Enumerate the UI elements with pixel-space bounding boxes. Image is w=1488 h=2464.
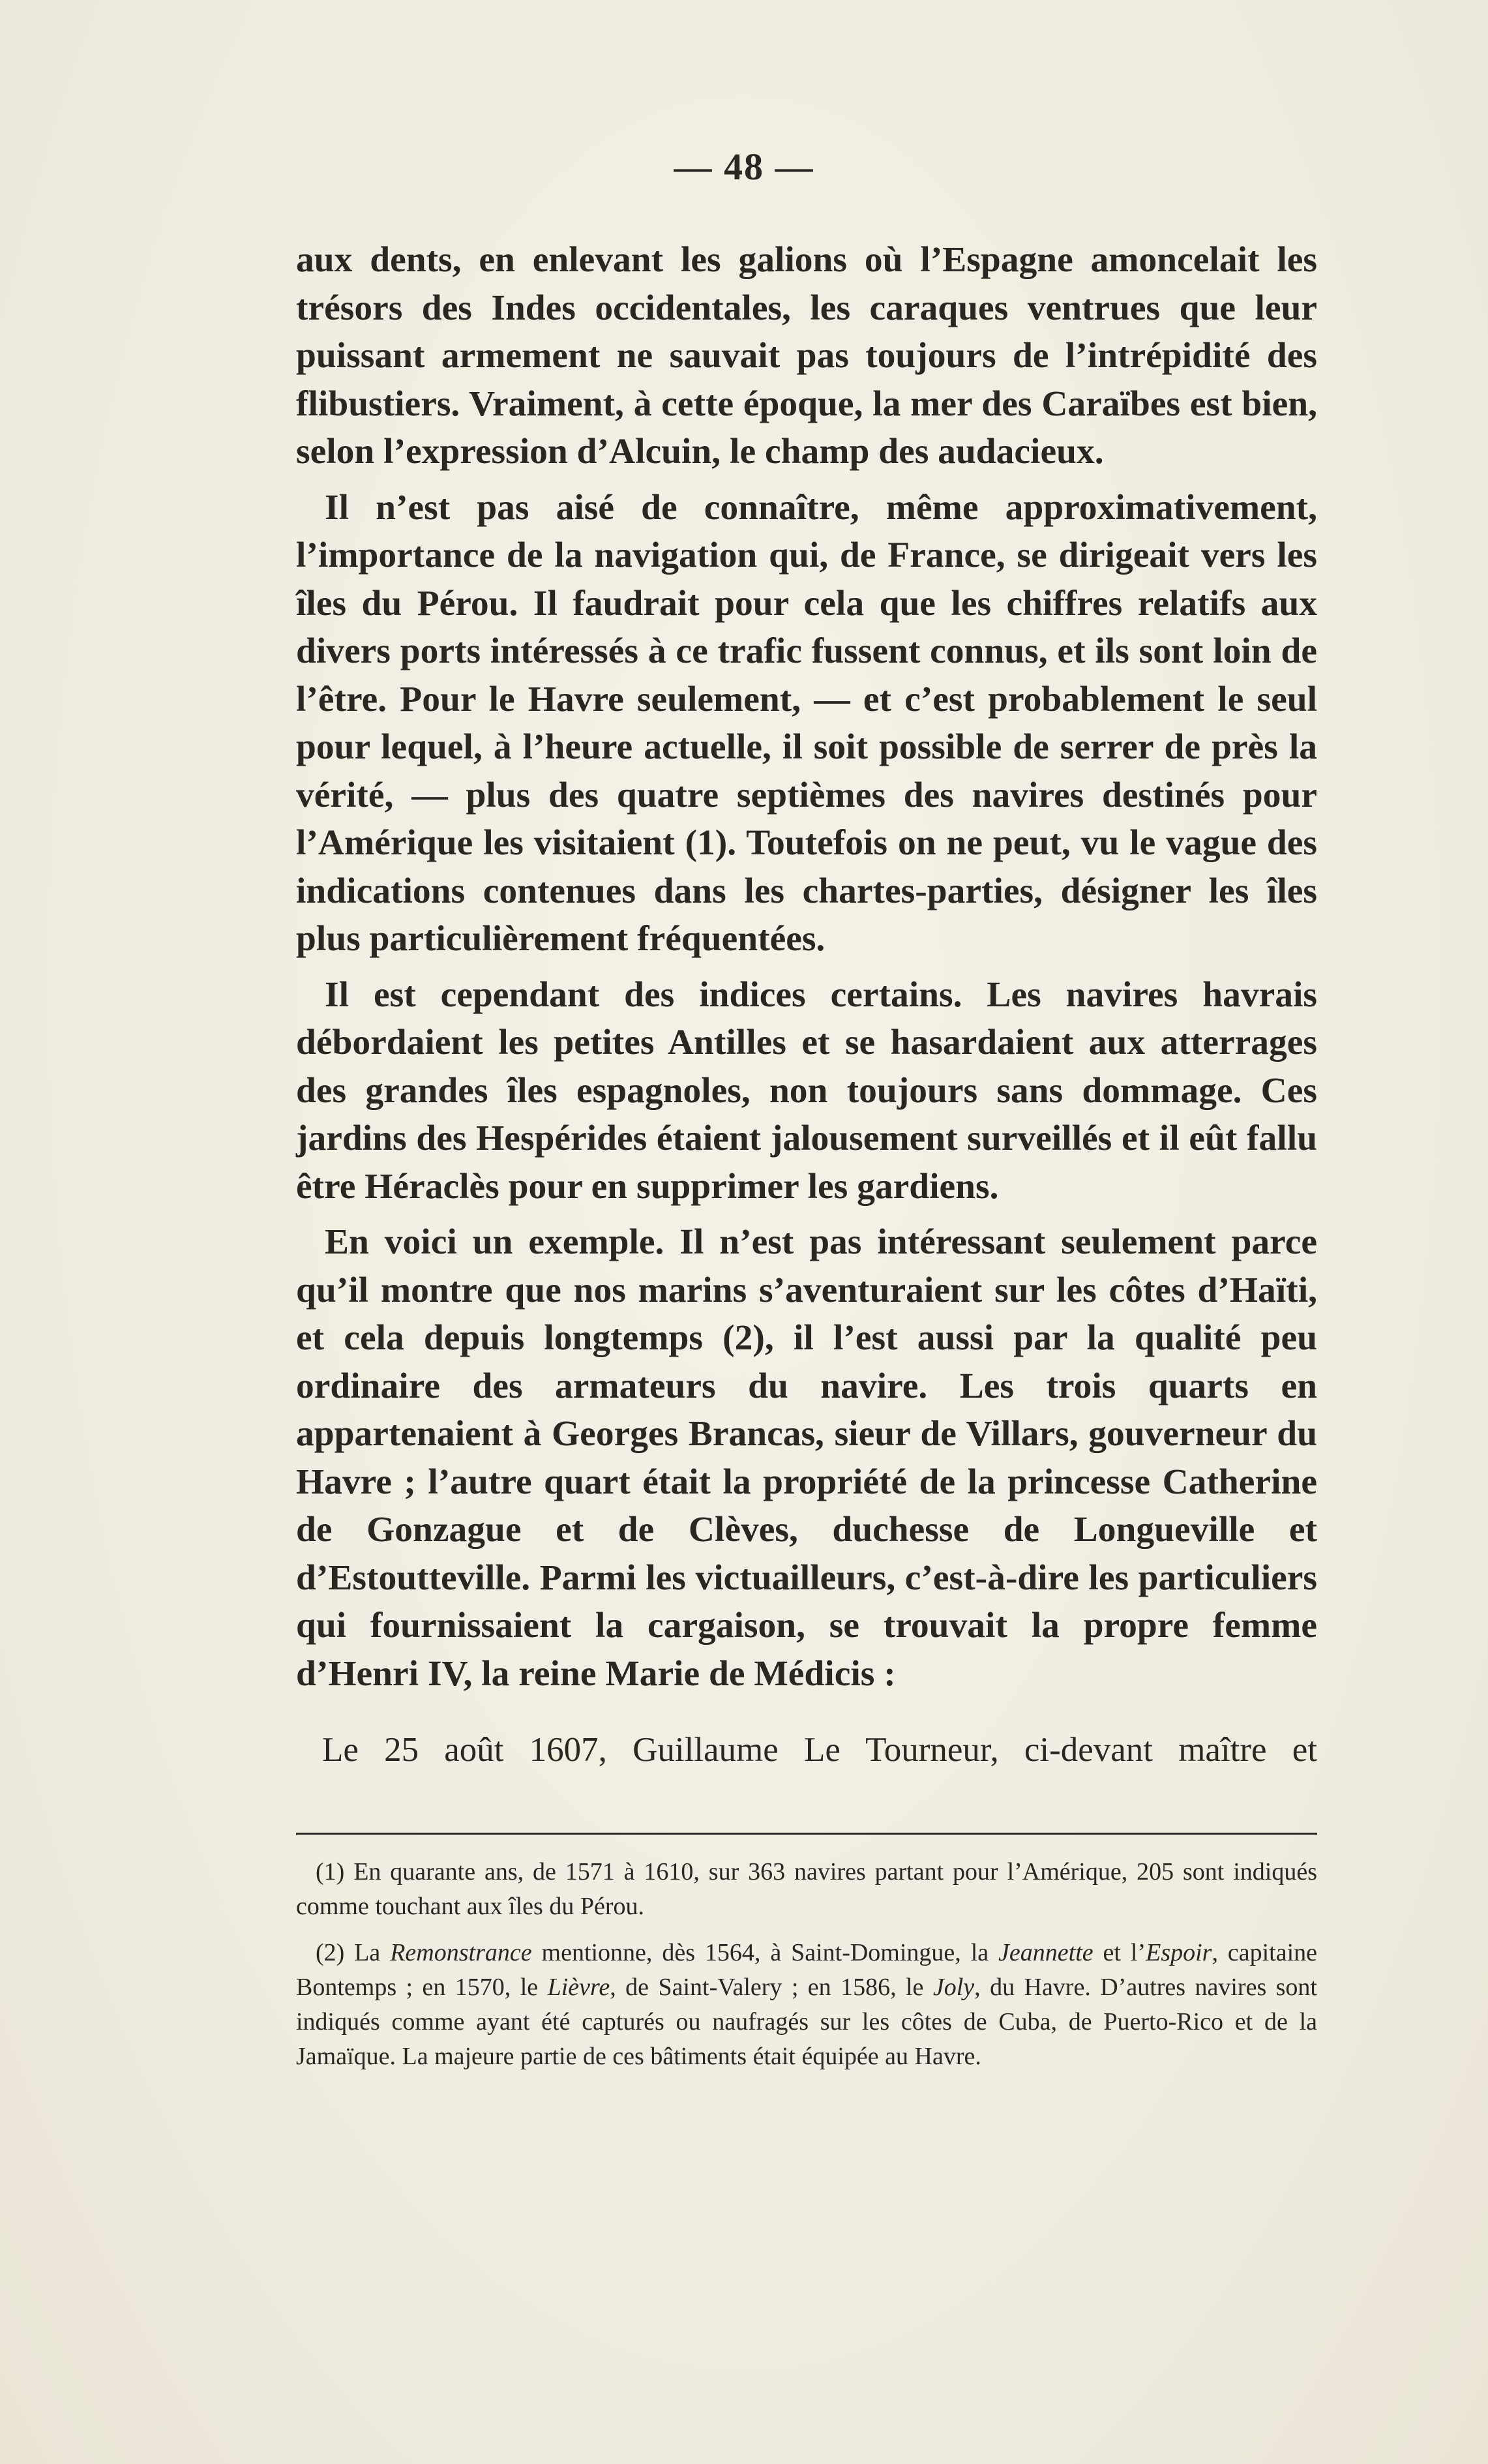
footnote-2-text: (2) La	[316, 1939, 391, 1966]
footnote-2-text: et l’	[1093, 1939, 1146, 1966]
ship-title-jeannette: Jeannette	[998, 1939, 1094, 1966]
footnote-divider	[296, 1833, 1317, 1835]
footnote-2-text: , de Saint-Valery ; en 1586, le	[610, 1974, 933, 2001]
ship-title-lievre: Lièvre	[547, 1974, 610, 2001]
paragraph-1: aux dents, en enlevant les galions où l’Espagne amoncelait les trésors des Indes occidentales, les caraques ventrues que leur puissant armement ne sauvait pas toujours de l’intrépidité des flibustiers. Vraiment, à cette époque, la mer des Caraïbes est bien, selon l’expression d’Alcuin, le champ des audacieux.	[296, 240, 1317, 472]
quoted-document-start: Le 25 août 1607, Guillaume Le Tourneur, ci-devant maître et	[322, 1731, 1317, 1769]
ship-title-espoir: Espoir	[1146, 1939, 1212, 1966]
page-number: — 48 —	[674, 145, 814, 188]
footnote-1: (1) En quarante ans, de 1571 à 1610, sur 363 navires partant pour l’Amérique, 205 sont indiqués comme touchant aux îles du Pérou.	[296, 1858, 1317, 1920]
paragraph-2: Il n’est pas aisé de connaître, même approximativement, l’importance de la navigation qui, de France, se dirigeait vers les îles du Pérou. Il faudrait pour cela que les chiffres relatifs aux divers ports intéressés à ce trafic fussent connus, et ils sont loin de l’être. Pour le Havre seulement, — et c’est probablement le seul pour lequel, à l’heure actuelle, il soit possible de serrer de près la vérité, — plus des quatre septièmes des navires destinés pour l’Amérique les visitaient (1). Toutefois on ne peut, vu le vague des indications contenues dans les chartes-parties, désigner les îles plus particulièrement fréquentées.	[296, 487, 1317, 959]
main-text	[296, 236, 1317, 1705]
paragraph-3: Il est cependant des indices certains. Les navires havrais débordaient les petites Antilles et se hasardaient aux atterrages des grandes îles espagnoles, non toujours sans dommage. Ces jardins des Hespérides étaient jalousement surveillés et il eût fallu être Héraclès pour en supprimer les gardiens.	[296, 974, 1317, 1207]
ship-title-remonstrance: Remonstrance	[390, 1939, 532, 1966]
ship-title-joly: Joly	[932, 1974, 975, 2001]
footnotes	[296, 1855, 1317, 2086]
footnote-2-text: , du Havre. D’autres navires sont indiqués comme ayant été capturés ou naufragés sur les côtes de Cuba, de Puerto-Rico et de la Jamaïque. La majeure partie de ces bâtiments était équipée au Havre.	[296, 1974, 1317, 2070]
paragraph-4: En voici un exemple. Il n’est pas intéressant seulement parce qu’il montre que nos marins s’aventuraient sur les côtes d’Haïti, et cela depuis longtemps (2), il l’est aussi par la qualité peu ordinaire des armateurs du navire. Les trois quarts en appartenaient à Georges Brancas, sieur de Villars, gouverneur du Havre ; l’autre quart était la propriété de la princesse Catherine de Gonzague et de Clèves, duchesse de Longueville et d’Estoutteville. Parmi les victuailleurs, c’est-à-dire les particuliers qui fournissaient la cargaison, se trouvait la propre femme d’Henri IV, la reine Marie de Médicis :	[296, 1222, 1317, 1694]
footnote-2-text: mentionne, dès 1564, à Saint-Domingue, la	[531, 1939, 999, 1966]
footnote-2-text: , capitaine Bontemps ; en 1570, le	[296, 1939, 1318, 2001]
footnote-2	[296, 1936, 1317, 2074]
